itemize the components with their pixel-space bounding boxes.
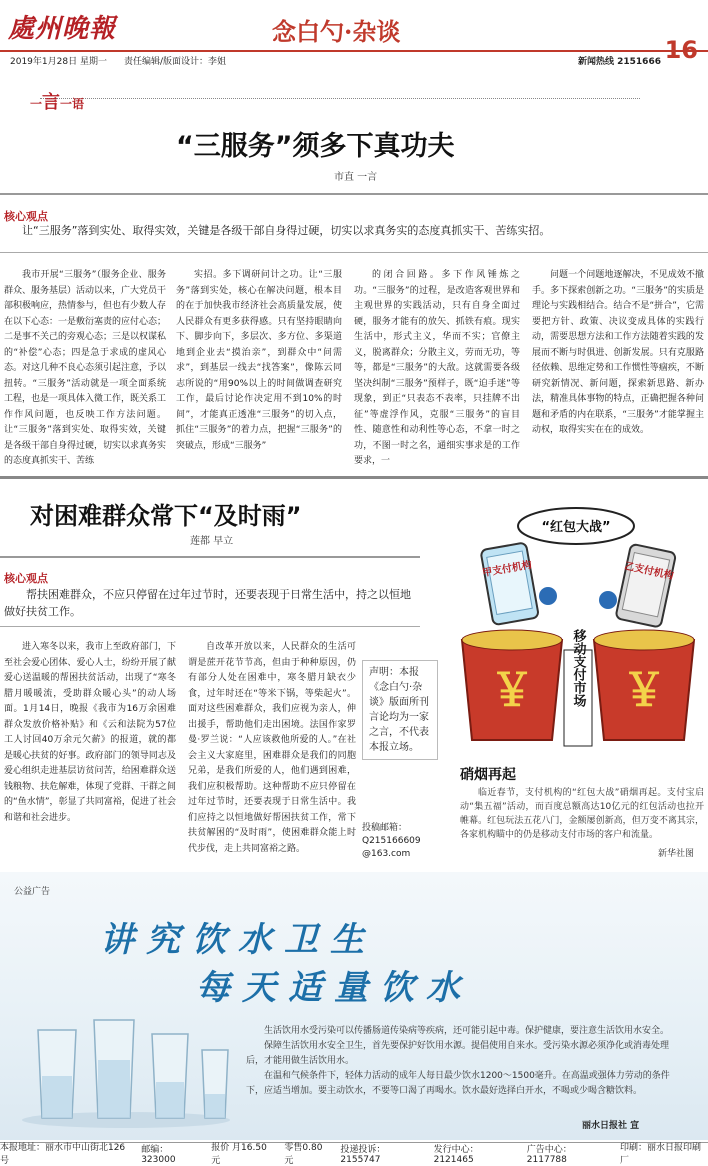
- cartoon-title: 硝烟再起: [460, 767, 516, 783]
- article2-core-rule: [0, 626, 420, 627]
- footer: [0, 1142, 708, 1166]
- footer-address: 本报地址：丽水市中山街北126号: [0, 1143, 126, 1166]
- article2-byline: 莲都 早立: [190, 536, 234, 547]
- section-divider: [0, 476, 708, 479]
- left-glove: [539, 587, 557, 605]
- email-line-2: @163.com: [362, 849, 411, 859]
- page-number: 16: [664, 36, 698, 64]
- ad-sponsor: 丽水日报社 宣: [582, 1121, 640, 1131]
- ad-paragraph-2: 保障生活饮用水安全卫生，首先要保护好饮用水源。提倡使用自来水。受污染水源必须净化或消毒处理后，才能用做生活饮用水。: [246, 1041, 670, 1066]
- article1-column-4: [532, 268, 704, 439]
- article1-column-4-text: 问题一个问题地逐解决，不见成效不撤手。多下探索创新之功。“三服务”的实质是理论与实践相结合。结合不是“拼合”，它需要把方针、政策、决议变成具体的实践行动，需要思想方法和工作方法随着实践的发展而不断与时俱进、创新发展。只有克服路径依赖、思维定势和工作惯性等痼疾，不断研究新情况、新问题，探索新思路、新办法，精准具体事物的特点，正确把握各种问题和矛盾的内在联系，“三服务”才能掌握主动权，取得实实在在的成效。: [532, 270, 704, 435]
- ad-headline-2: 每天适量饮水: [196, 968, 472, 1008]
- article1-core-text: 让“三服务”落到实处、取得实效，关键是各级干部自身得过硬，切实以求真务实的态度真抓实干、苦练实招。: [22, 224, 551, 237]
- article1-column-2-text: 实招。多下调研问计之功。让“三服务”落到实处，核心在解决问题，根本目的在于加快我市经济社会高质量发展，使人民群众有更多获得感。只有坚持眼睛向下、脚步向下，多层次、多方位、多渠道地到企业去“摸治亲”，到群众中“问需求”，到基层一线去“找答案”，像陈云同志所说的“用90%以上的时间做调查研究工作，最后讨论作决定用不到10%的时间”，才能真正透准“三服务”的切入点，抓住“三服务”的着力点，把握“三服务”的突破点，形成“三服务”: [176, 270, 342, 451]
- left-drum-symbol: ￥: [490, 665, 534, 716]
- glass-3-water: [156, 1082, 184, 1118]
- column-label-big: 言: [42, 92, 61, 113]
- column-divider: [40, 98, 640, 99]
- footer-printer: 印刷：丽水日报印刷厂: [620, 1143, 702, 1166]
- right-phone: [613, 543, 678, 628]
- left-drum-top: [462, 630, 562, 650]
- email-line-1: Q215166609: [362, 836, 421, 846]
- ad-body: [246, 1024, 686, 1099]
- cartoon-drawing: [448, 500, 708, 760]
- article1-title: “三服务”须多下真功夫: [176, 131, 455, 162]
- water-glasses-drawing: [16, 1010, 236, 1130]
- ad-paragraph-3: 在温和气候条件下，轻体力活动的成年人每日最少饮水1200～1500毫升。在高温或强体力劳动的条件下，应适当增加。要主动饮水，不要等口渴了再喝水。饮水最好选择白开水，不喝或少喝含糖饮料。: [246, 1071, 670, 1096]
- editor-line: 责任编辑/版面设计：李姐: [124, 57, 227, 67]
- article1-column-3-text: 的闭合回路。多下作风锤炼之功。“三服务”的过程，是改造客观世界和主观世界的实践活动，只有自身全面过硬，服务才能有的放矢、抓铁有痕。现实生活中，形式主义，华而不实；官僚主义，脱离群众；分散主义，劳而无功，等等，都是“三服务”的大敌。这就需要各级坚决纠制“三服务”预样子，既“迫手迷”等现象，到正“只表态不表率，只挂牌不出征”等虚浮作风，克服“三服务”的盲目性、随意性和动利性等心态，不拿一时之功，不图一时之名，通细实事求是的工作要求，一: [354, 270, 520, 466]
- market-label: 移动支付市场: [570, 629, 586, 707]
- footer-distribution: 发行中心：2121465: [433, 1144, 479, 1165]
- article1-column-2: [176, 268, 342, 454]
- section-title: 念白勺·杂谈: [272, 17, 401, 46]
- article2-core-text: 帮扶困难群众，不应只停留在过年过节时，还要表现于日常生活中，持之以恒地做好扶贫工作。: [4, 588, 411, 618]
- column-label-tail: 一语: [60, 97, 85, 111]
- header-rule: [0, 50, 708, 52]
- ad-headline-1: 讲究饮水卫生: [100, 920, 376, 960]
- footer-price: 报价 月16.50元: [211, 1143, 267, 1166]
- notice-box: [362, 660, 438, 760]
- article2-top-rule: [0, 556, 420, 558]
- article1-core-label: 核心观点: [4, 210, 48, 223]
- left-phone-label: 甲支付机构: [481, 559, 533, 580]
- masthead: 處州晚報: [8, 14, 117, 44]
- column-label-small: 一: [30, 97, 43, 111]
- hotline: 新闻热线 2151666: [578, 57, 661, 67]
- article2-column-1: [4, 640, 176, 826]
- glass-1-water: [42, 1076, 72, 1118]
- right-drum-symbol: ￥: [622, 665, 666, 716]
- article2-column-1-text: 进入寒冬以来，我市上至政府部门，下至社会爱心团体、爱心人士，纷纷开展了献爱心送温暖的帮困扶贫活动，出现了“寒冬腊月暖暖流，受助群众暖心头”的动人场面。1月14日，晚报《我市为16万余困难群众发放价格补贴》和《云和法院为57位工人讨回40万余元欠薪》的报道，就的都是暖心扶贫的好事。政府部门的领导同志及爱心组织走进基层访贫问苦，给困难群众送钱粮物、扶危解难，体现了党群、干群之间的“鱼水情”，彰显了共同富裕，促进了社会和谐和社会进步。: [4, 642, 176, 823]
- cartoon-caption: 临近春节，支付机构的“红包大战”硝烟再起。支付宝启动“集五福”活动，而百度总额高达10亿元的红包活动也拉开帷幕。红包玩法五花八门，金额屡创新高，但万变不离其宗，各家机构瞄中的仍是移动支付市场的客户和流量。: [460, 788, 704, 840]
- right-drum-top: [594, 630, 694, 650]
- article1-top-rule: [0, 193, 708, 195]
- article2-title: 对困难群众常下“及时雨”: [30, 502, 302, 530]
- cartoon-credit: 新华社图: [658, 849, 695, 859]
- right-phone-label: 乙支付机构: [623, 560, 675, 583]
- ad-paragraph-1: 生活饮用水受污染可以传播肠道传染病等疾病，还可能引起中毒。保护健康，要注意生活饮用水安全。: [264, 1026, 670, 1036]
- footer-delivery: 投递投诉：2155747: [340, 1144, 386, 1165]
- article1-byline: 市直 一言: [334, 172, 378, 183]
- glass-2-water: [98, 1060, 130, 1118]
- water-glasses-image: [16, 1010, 236, 1130]
- column-label: [30, 88, 84, 114]
- article1-column-1: [4, 268, 166, 470]
- footer-ad-center: 广告中心：2117788: [526, 1144, 572, 1165]
- article2-column-2: [188, 640, 356, 857]
- cartoon-illustration: [448, 500, 708, 760]
- left-phone: [478, 542, 540, 626]
- email-label: 投稿邮箱：: [362, 823, 408, 833]
- article1-core-rule: [0, 252, 708, 253]
- notice-text: 声明：本报《念白勺·杂谈》版面所刊言论均为一家之言，不代表本报立场。: [369, 667, 429, 753]
- article2-column-2-text: 自改革开放以来，人民群众的生活可谓是蔗开花节节高，但由于种种原因，仍有部分人处在困难中，寒冬腊月缺衣少食，过年时还在“等米下锅，等柴起火”。面对这些困难群众，我们应视为亲人，伸出援手，帮助他们走出困境。法国作家罗曼·罗兰说：“人应该救他所爱的人。”在社会主义大家庭里，困难群众是我们的同胞兄弟，是我们所爱的人，他们遇到困难，我们应积极帮助。这种帮助不应只停留在过年过节时，还要表现于日常生活中。我们应持之以恒地做好帮困扶贫工作，常下扶贫解困的“及时雨”，使困难群众能上时代步伐，走上共同富裕之路。: [188, 642, 356, 854]
- article1-column-1-text: 我市开展“三服务”（服务企业、服务群众、服务基层）活动以来，广大党员干部积极响应，热情参与，但也有少数人存在以下心态：一是敷衍塞责的应付心态；二是事不关己的旁观心态；三是以权谋私的“补偿”心态；四是急于求成的虚风心态。对这几种不良心态须引起注意，予以扭转。“三服务”活动就是一项全面系统工程，也是一项具体入微工作，既关系工作作风问题，也反映工作方法问题。让“三服务”落到实处、取得实效，关键是各级干部自身得过硬，切实以求真务实的态度真抓实干、苦练: [4, 270, 167, 466]
- date-line: 2019年1月28日 星期一: [10, 57, 107, 67]
- footer-postcode: 邮编：323000: [141, 1144, 176, 1165]
- right-glove: [599, 591, 617, 609]
- glass-4-water: [205, 1094, 225, 1118]
- bubble-text: “红包大战”: [541, 520, 611, 535]
- footer-retail: 零售0.80元: [284, 1143, 323, 1166]
- article2-core-label: 核心观点: [4, 572, 48, 585]
- article1-column-3: [354, 268, 520, 470]
- ad-label: 公益广告: [14, 887, 51, 897]
- submission-info: [362, 822, 421, 861]
